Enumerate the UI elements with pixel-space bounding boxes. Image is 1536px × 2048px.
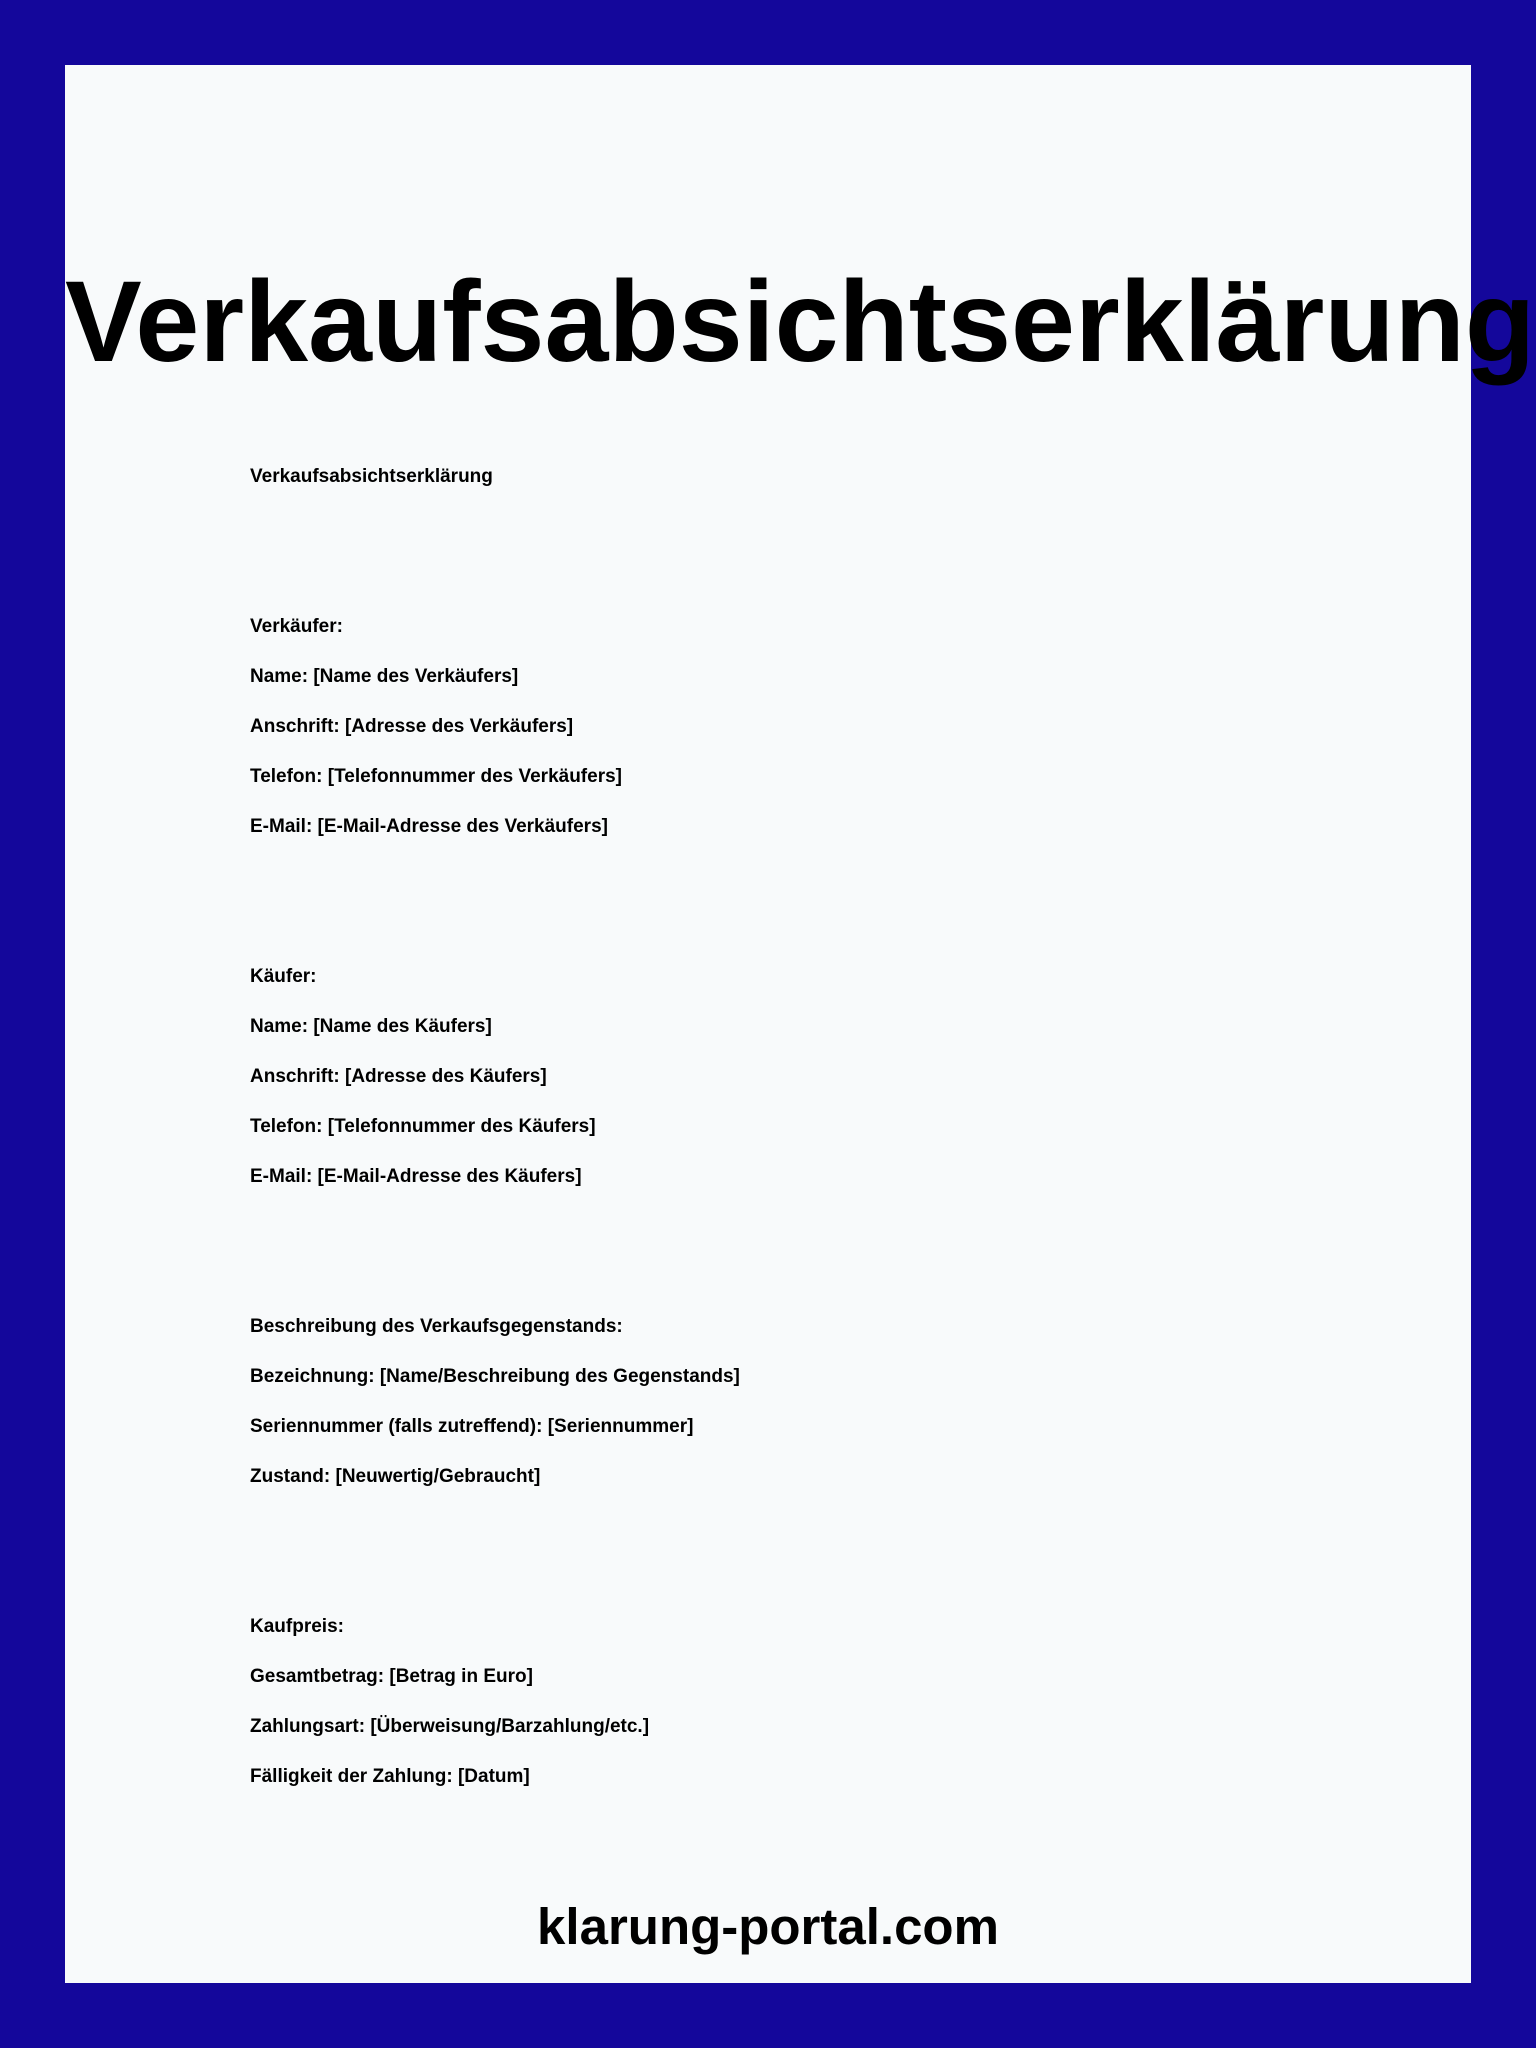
spacer: [250, 865, 1350, 965]
buyer-phone: Telefon: [Telefonnummer des Käufers]: [250, 1116, 596, 1137]
document-heading: Verkaufsabsichtserklärung: [250, 466, 493, 487]
seller-email: E-Mail: [E-Mail-Adresse des Verkäufers]: [250, 816, 608, 837]
price-label: Kaufpreis:: [250, 1616, 344, 1637]
price-payment-method: Zahlungsart: [Überweisung/Barzahlung/etc.]: [250, 1716, 650, 1737]
item-serial: Seriennummer (falls zutreffend): [Seriennummer]: [250, 1416, 694, 1437]
document-page: [65, 65, 1536, 1983]
spacer: [250, 1215, 1350, 1315]
buyer-address: Anschrift: [Adresse des Käufers]: [250, 1066, 547, 1087]
seller-name: Name: [Name des Verkäufers]: [250, 666, 519, 687]
item-designation: Bezeichnung: [Name/Beschreibung des Gegenstands]: [250, 1366, 740, 1387]
seller-address: Anschrift: [Adresse des Verkäufers]: [250, 716, 574, 737]
buyer-name: Name: [Name des Käufers]: [250, 1016, 492, 1037]
seller-phone: Telefon: [Telefonnummer des Verkäufers]: [250, 766, 622, 787]
buyer-label: Käufer:: [250, 966, 317, 987]
buyer-email: E-Mail: [E-Mail-Adresse des Käufers]: [250, 1166, 582, 1187]
document-body: [250, 465, 1350, 1815]
price-due-date: Fälligkeit der Zahlung: [Datum]: [250, 1766, 530, 1787]
spacer: [250, 515, 1350, 615]
item-condition: Zustand: [Neuwertig/Gebraucht]: [250, 1466, 541, 1487]
footer-site-link[interactable]: klarung-portal.com: [537, 1898, 999, 1955]
item-label: Beschreibung des Verkaufsgegenstands:: [250, 1316, 623, 1337]
price-total: Gesamtbetrag: [Betrag in Euro]: [250, 1666, 533, 1687]
spacer: [250, 1515, 1350, 1615]
document-title: Verkaufsabsichtserklärung: [65, 258, 1536, 386]
seller-label: Verkäufer:: [250, 616, 343, 637]
